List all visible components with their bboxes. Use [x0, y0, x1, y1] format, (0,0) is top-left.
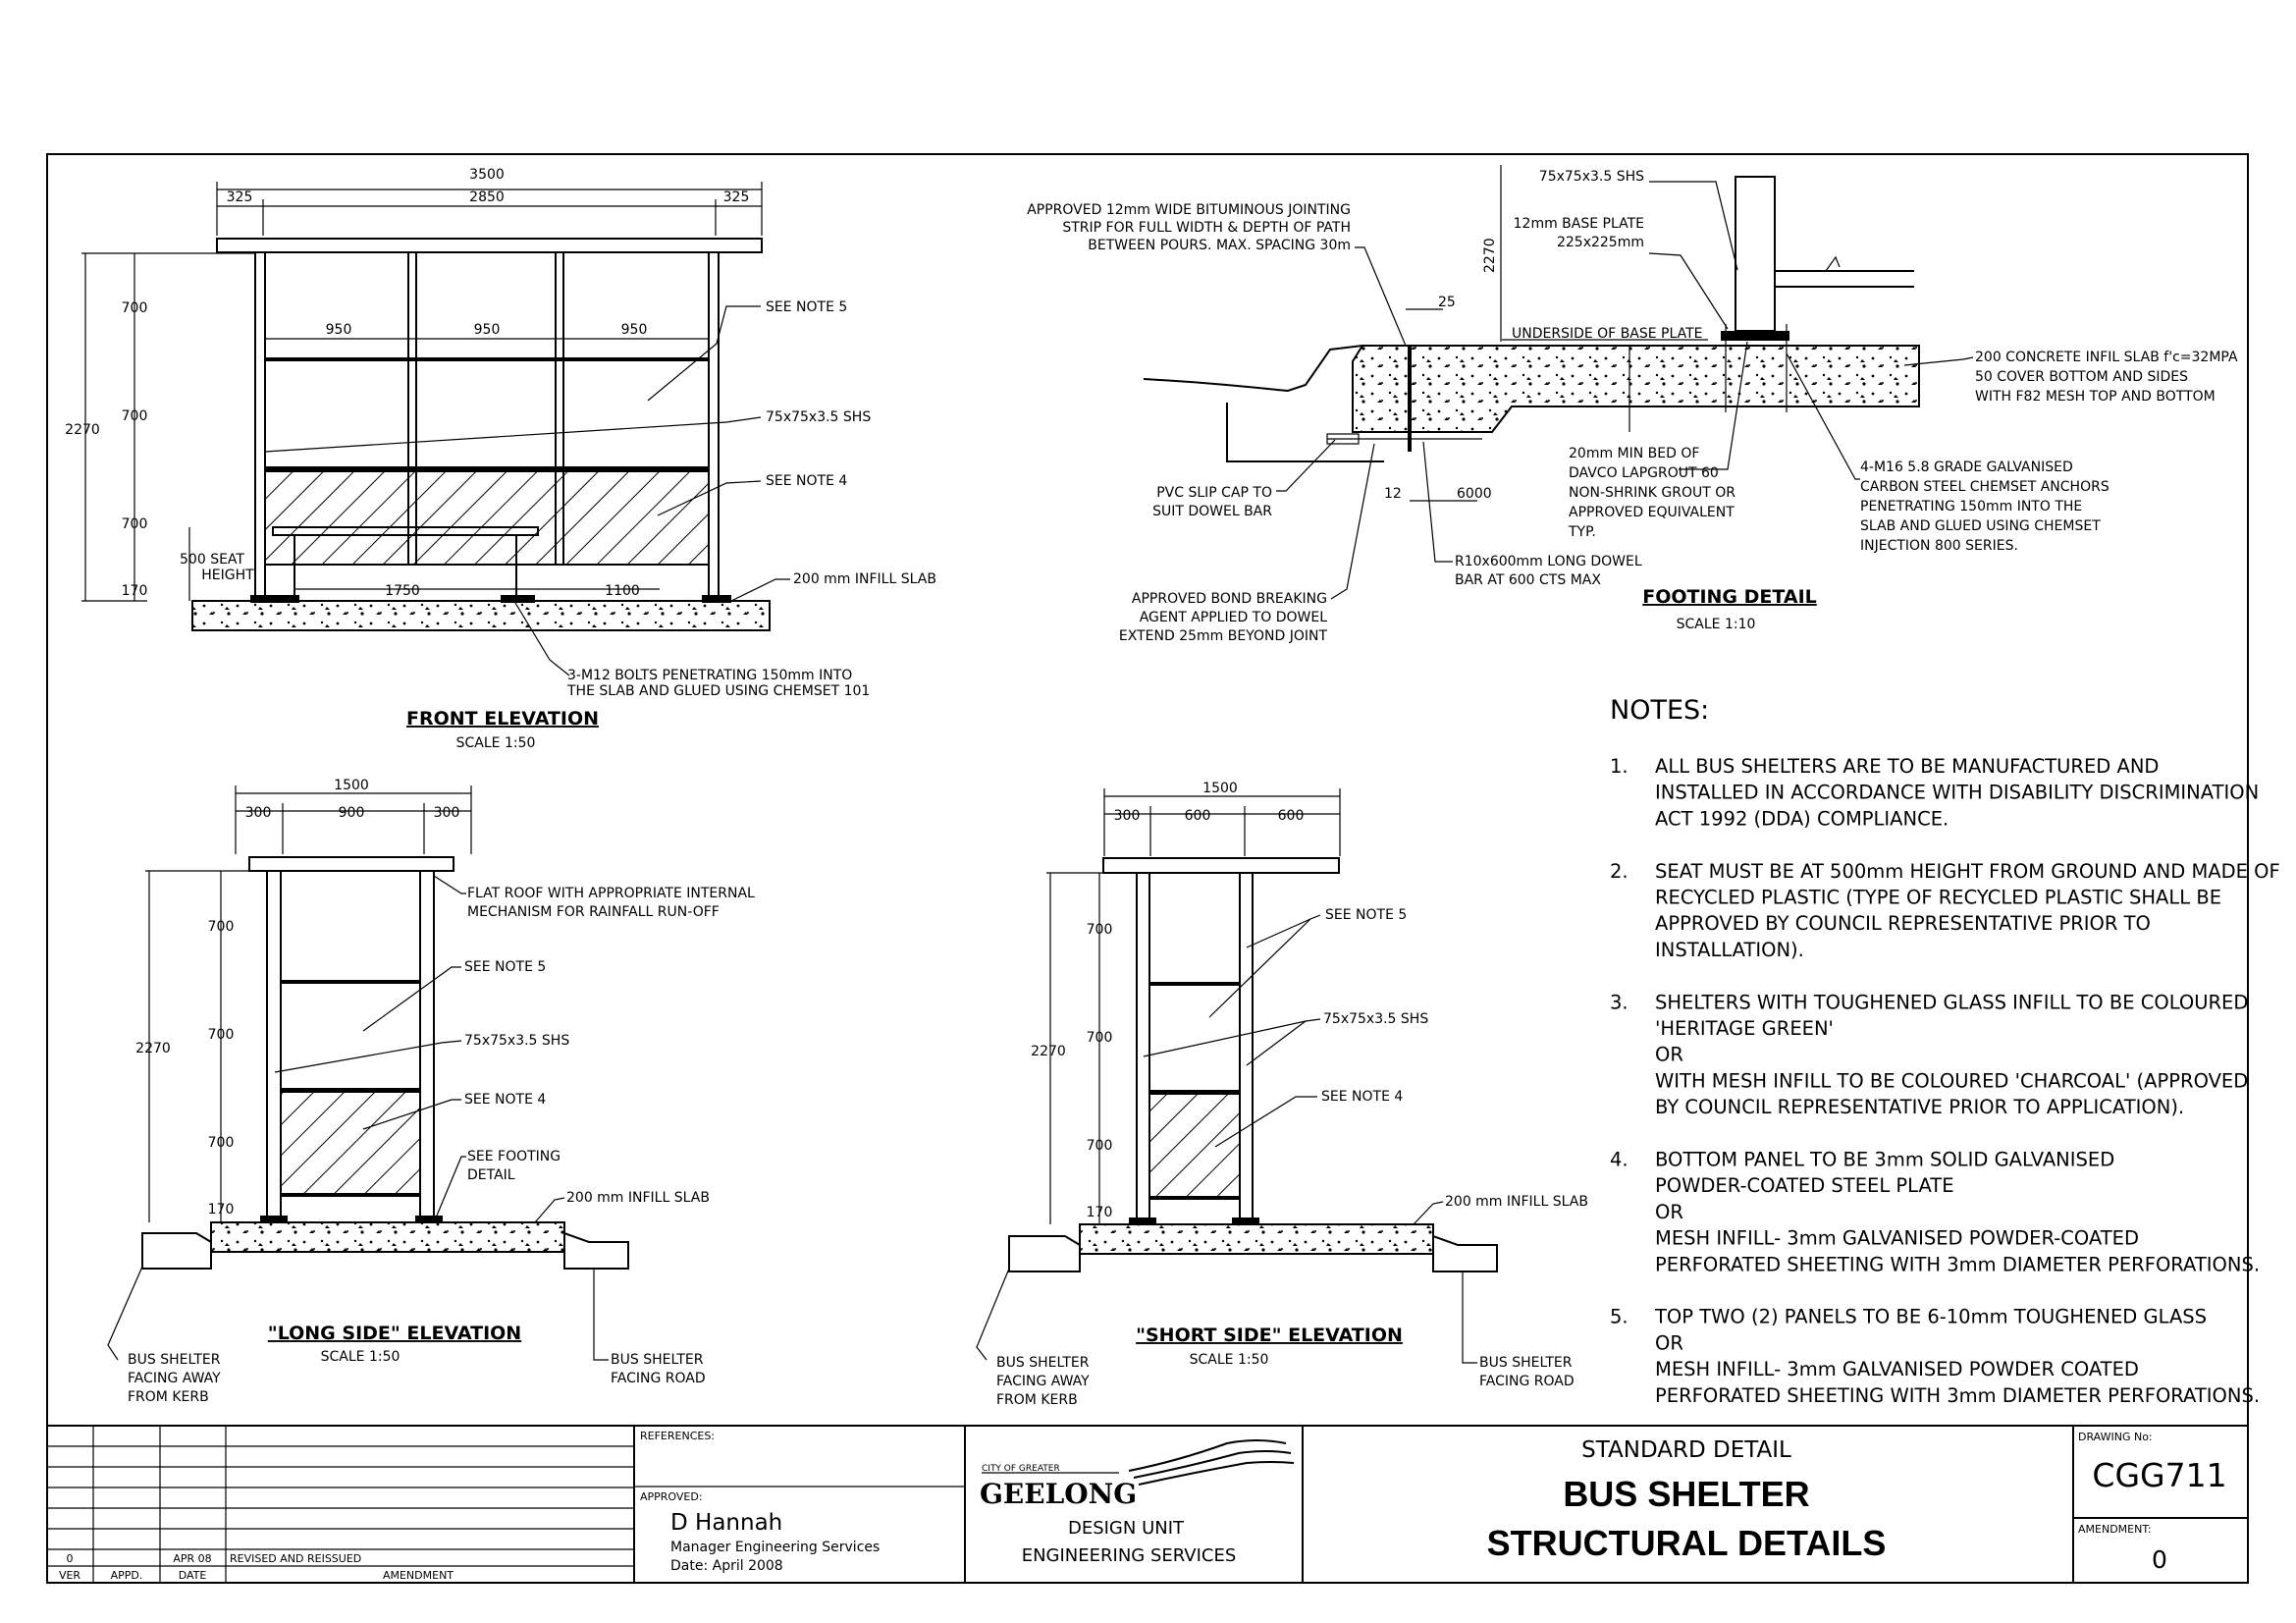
- footing-callout-grout2: DAVCO LAPGROUT 60: [1569, 465, 1719, 481]
- amendment-value: 0: [2152, 1545, 2167, 1574]
- note-line: 'HERITAGE GREEN': [1655, 1017, 1834, 1040]
- footing-callout-grout4: APPROVED EQUIVALENT: [1569, 505, 1735, 520]
- design-unit: DESIGN UNIT: [1067, 1518, 1185, 1539]
- engineering-services: ENGINEERING SERVICES: [1021, 1545, 1237, 1566]
- long-dim-h1: 700: [207, 919, 235, 935]
- footing-callout-grout5: TYP.: [1569, 524, 1596, 540]
- short-dim-overall: 1500: [1202, 781, 1238, 796]
- footing-callout-pvc: PVC SLIP CAP TO: [1156, 485, 1272, 501]
- note-line: ALL BUS SHELTERS ARE TO BE MANUFACTURED AND: [1655, 755, 2160, 778]
- footing-callout-grout3: NON-SHRINK GROUT OR: [1569, 485, 1735, 501]
- short-side-title: "SHORT SIDE" ELEVATION: [1136, 1325, 1403, 1346]
- long-dim-h3: 700: [207, 1135, 235, 1151]
- footing-callout-bond2: AGENT APPLIED TO DOWEL: [1139, 610, 1327, 625]
- drawing-no-label: DRAWING No:: [2078, 1431, 2153, 1443]
- footing-callout-anchors5: INJECTION 800 SERIES.: [1860, 538, 2018, 554]
- geelong-logo: [980, 1440, 1294, 1510]
- rev-date: APR 08: [173, 1552, 212, 1565]
- notes-heading: NOTES:: [1610, 695, 1710, 726]
- long-callout-roof2: MECHANISM FOR RAINFALL RUN-OFF: [467, 904, 720, 920]
- note-line: WITH MESH INFILL TO BE COLOURED 'CHARCOAL' (APPROVED: [1655, 1069, 2249, 1093]
- long-dim-h4: 170: [207, 1202, 235, 1217]
- footing-dim-6000: 6000: [1457, 486, 1492, 502]
- footing-callout-slab2: 50 COVER BOTTOM AND SIDES: [1975, 369, 2189, 385]
- note-number: 2.: [1610, 859, 1629, 883]
- note-line: OR: [1655, 1200, 1683, 1223]
- dim-seat-width: 1750: [385, 583, 420, 599]
- dim-mid: 2850: [469, 189, 505, 205]
- footing-callout-anchors: 4-M16 5.8 GRADE GALVANISED: [1860, 460, 2073, 475]
- footing-callout-plate: 12mm BASE PLATE: [1513, 216, 1644, 232]
- long-dim-total: 2270: [135, 1041, 171, 1056]
- drawing-no: CGG711: [2092, 1456, 2227, 1494]
- short-side-scale: SCALE 1:50: [1189, 1352, 1269, 1368]
- note-line: MESH INFILL- 3mm GALVANISED POWDER COATED: [1655, 1358, 2139, 1381]
- footing-callout-dowel: R10x600mm LONG DOWEL: [1455, 554, 1642, 569]
- long-callout-away2: FACING AWAY: [128, 1371, 221, 1386]
- note-number: 1.: [1610, 755, 1629, 778]
- footing-detail-scale: SCALE 1:10: [1676, 617, 1756, 632]
- short-callout-away2: FACING AWAY: [996, 1374, 1090, 1389]
- short-dim-total: 2270: [1031, 1044, 1066, 1059]
- long-side-title: "LONG SIDE" ELEVATION: [267, 1323, 522, 1344]
- footing-callout-underside: UNDERSIDE OF BASE PLATE: [1512, 326, 1703, 342]
- footing-callout-strip: APPROVED 12mm WIDE BITUMINOUS JOINTING: [1027, 202, 1351, 218]
- drawing-title-1: BUS SHELTER: [1563, 1474, 1810, 1514]
- footing-detail-title: FOOTING DETAIL: [1642, 586, 1817, 608]
- footing-callout-anchors3: PENETRATING 150mm INTO THE: [1860, 499, 2083, 514]
- note-line: MESH INFILL- 3mm GALVANISED POWDER-COATED: [1655, 1226, 2139, 1250]
- short-callout-note4: SEE NOTE 4: [1321, 1089, 1404, 1105]
- short-dim-h3: 700: [1086, 1138, 1113, 1154]
- note-line: TOP TWO (2) PANELS TO BE 6-10mm TOUGHENED GLASS: [1655, 1305, 2208, 1328]
- front-elevation: [65, 167, 936, 751]
- note-line: PERFORATED SHEETING WITH 3mm DIAMETER PERFORATIONS.: [1655, 1253, 2261, 1276]
- footing-callout-anchors4: SLAB AND GLUED USING CHEMSET: [1860, 518, 2101, 534]
- dim-left: 325: [226, 189, 253, 205]
- callout-bolts: 3-M12 BOLTS PENETRATING 150mm INTO: [567, 668, 853, 683]
- long-callout-slab: 200 mm INFILL SLAB: [566, 1190, 710, 1206]
- references-label: REFERENCES:: [640, 1430, 716, 1442]
- short-callout-note5: SEE NOTE 5: [1325, 907, 1408, 923]
- footing-callout-dowel2: BAR AT 600 CTS MAX: [1455, 572, 1601, 588]
- note-line: OR: [1655, 1043, 1683, 1066]
- short-dim-left: 300: [1113, 808, 1141, 824]
- dim-h3: 700: [121, 516, 148, 532]
- short-callout-road: BUS SHELTER: [1479, 1355, 1573, 1371]
- short-dim-h1: 700: [1086, 922, 1113, 938]
- note-line: BOTTOM PANEL TO BE 3mm SOLID GALVANISED: [1655, 1148, 2115, 1171]
- dim-panel1: 950: [325, 322, 352, 338]
- footing-detail: [1027, 165, 2238, 644]
- dim-panel2: 950: [473, 322, 501, 338]
- title-block: [47, 1426, 2248, 1583]
- note-number: 4.: [1610, 1148, 1629, 1171]
- short-callout-away: BUS SHELTER: [996, 1355, 1090, 1371]
- note-line: PERFORATED SHEETING WITH 3mm DIAMETER PERFORATIONS.: [1655, 1383, 2261, 1407]
- rev-desc: REVISED AND REISSUED: [230, 1552, 362, 1565]
- short-callout-slab: 200 mm INFILL SLAB: [1445, 1194, 1588, 1210]
- short-dim-h2: 700: [1086, 1030, 1113, 1046]
- footing-callout-anchors2: CARBON STEEL CHEMSET ANCHORS: [1860, 479, 2109, 495]
- logo-city-text: CITY OF GREATER: [982, 1464, 1060, 1474]
- logo-geelong-text: GEELONG: [980, 1478, 1138, 1510]
- standard-detail: STANDARD DETAIL: [1581, 1437, 1791, 1463]
- footing-callout-bond3: EXTEND 25mm BEYOND JOINT: [1118, 628, 1327, 644]
- footing-dim-25: 25: [1438, 295, 1456, 310]
- hdr-appd: APPD.: [110, 1569, 143, 1582]
- note-line: SEAT MUST BE AT 500mm HEIGHT FROM GROUND AND MADE OF: [1655, 859, 2280, 883]
- approver-role: Manager Engineering Services: [670, 1540, 881, 1555]
- amendment-label: AMENDMENT:: [2078, 1523, 2152, 1536]
- long-side-scale: SCALE 1:50: [320, 1349, 400, 1365]
- short-dim-h4: 170: [1086, 1205, 1113, 1220]
- note-line: RECYCLED PLASTIC (TYPE OF RECYCLED PLASTIC SHALL BE: [1655, 886, 2222, 909]
- hdr-amendment: AMENDMENT: [382, 1569, 454, 1582]
- note-line: INSTALLATION).: [1655, 938, 1804, 961]
- dim-total: 2270: [65, 422, 100, 438]
- short-dim-mid: 600: [1184, 808, 1211, 824]
- footing-callout-shs: 75x75x3.5 SHS: [1538, 169, 1644, 185]
- long-callout-away: BUS SHELTER: [128, 1352, 221, 1368]
- approved-label: APPROVED:: [640, 1490, 703, 1503]
- long-callout-footing: SEE FOOTING: [467, 1149, 561, 1164]
- approver-name: D Hannah: [670, 1510, 783, 1536]
- notes: [1610, 695, 2280, 1407]
- footing-callout-plate2: 225x225mm: [1556, 235, 1644, 250]
- long-callout-roof: FLAT ROOF WITH APPROPRIATE INTERNAL: [467, 886, 755, 901]
- short-callout-road2: FACING ROAD: [1479, 1374, 1575, 1389]
- footing-dim-12: 12: [1384, 486, 1402, 502]
- dim-seat-right: 1100: [605, 583, 640, 599]
- callout-note4: SEE NOTE 4: [766, 473, 848, 489]
- short-callout-away3: FROM KERB: [996, 1392, 1078, 1408]
- long-dim-h2: 700: [207, 1027, 235, 1043]
- note-line: BY COUNCIL REPRESENTATIVE PRIOR TO APPLICATION).: [1655, 1096, 2185, 1119]
- long-callout-note4: SEE NOTE 4: [464, 1092, 547, 1108]
- long-callout-road2: FACING ROAD: [611, 1371, 706, 1386]
- footing-callout-grout: 20mm MIN BED OF: [1569, 446, 1700, 461]
- footing-callout-pvc2: SUIT DOWEL BAR: [1152, 504, 1272, 519]
- front-elevation-scale: SCALE 1:50: [455, 735, 536, 751]
- seat-height-label2: HEIGHT: [201, 568, 254, 583]
- dim-overall: 3500: [469, 167, 505, 183]
- note-line: POWDER-COATED STEEL PLATE: [1655, 1174, 1954, 1198]
- hdr-ver: VER: [58, 1569, 81, 1582]
- note-line: OR: [1655, 1331, 1683, 1355]
- long-dim-left: 300: [244, 805, 272, 821]
- short-side-elevation: [977, 781, 1588, 1408]
- long-callout-road: BUS SHELTER: [611, 1352, 704, 1368]
- footing-callout-bond: APPROVED BOND BREAKING: [1131, 591, 1327, 607]
- long-callout-footing2: DETAIL: [467, 1167, 515, 1183]
- long-dim-overall: 1500: [334, 778, 369, 793]
- long-side-elevation: [108, 778, 755, 1405]
- short-callout-shs: 75x75x3.5 SHS: [1323, 1011, 1429, 1027]
- front-elevation-title: FRONT ELEVATION: [405, 708, 600, 730]
- long-callout-away3: FROM KERB: [128, 1389, 209, 1405]
- note-line: SHELTERS WITH TOUGHENED GLASS INFILL TO BE COLOURED: [1655, 991, 2249, 1014]
- dim-h2: 700: [121, 408, 148, 424]
- note-number: 5.: [1610, 1305, 1629, 1328]
- drawing-title-2: STRUCTURAL DETAILS: [1486, 1523, 1887, 1563]
- approver-date: Date: April 2008: [670, 1558, 783, 1574]
- long-dim-right: 300: [433, 805, 460, 821]
- callout-note5: SEE NOTE 5: [766, 299, 848, 315]
- dim-panel3: 950: [620, 322, 648, 338]
- rev-ver: 0: [66, 1552, 74, 1565]
- footing-callout-slab: 200 CONCRETE INFIL SLAB f'c=32MPA: [1975, 350, 2238, 365]
- footing-callout-slab3: WITH F82 MESH TOP AND BOTTOM: [1975, 389, 2216, 405]
- note-line: ACT 1992 (DDA) COMPLIANCE.: [1655, 807, 1949, 831]
- dim-right: 325: [722, 189, 750, 205]
- dim-h1: 700: [121, 300, 148, 316]
- dim-h4: 170: [121, 583, 148, 599]
- callout-bolts2: THE SLAB AND GLUED USING CHEMSET 101: [567, 683, 871, 699]
- callout-slab: 200 mm INFILL SLAB: [793, 571, 936, 587]
- hdr-date: DATE: [178, 1569, 207, 1582]
- long-callout-note5: SEE NOTE 5: [464, 959, 547, 975]
- short-dim-right: 600: [1277, 808, 1305, 824]
- note-line: APPROVED BY COUNCIL REPRESENTATIVE PRIOR TO: [1655, 912, 2151, 936]
- note-line: INSTALLED IN ACCORDANCE WITH DISABILITY DISCRIMINATION: [1655, 781, 2260, 804]
- footing-dim-h: 2270: [1482, 238, 1498, 273]
- note-number: 3.: [1610, 991, 1629, 1014]
- callout-shs: 75x75x3.5 SHS: [766, 409, 872, 425]
- footing-callout-strip2: STRIP FOR FULL WIDTH & DEPTH OF PATH: [1062, 220, 1351, 236]
- footing-callout-strip3: BETWEEN POURS. MAX. SPACING 30m: [1088, 238, 1351, 253]
- seat-height-label: 500 SEAT: [180, 552, 244, 568]
- long-callout-shs: 75x75x3.5 SHS: [464, 1033, 570, 1049]
- long-dim-mid: 900: [338, 805, 365, 821]
